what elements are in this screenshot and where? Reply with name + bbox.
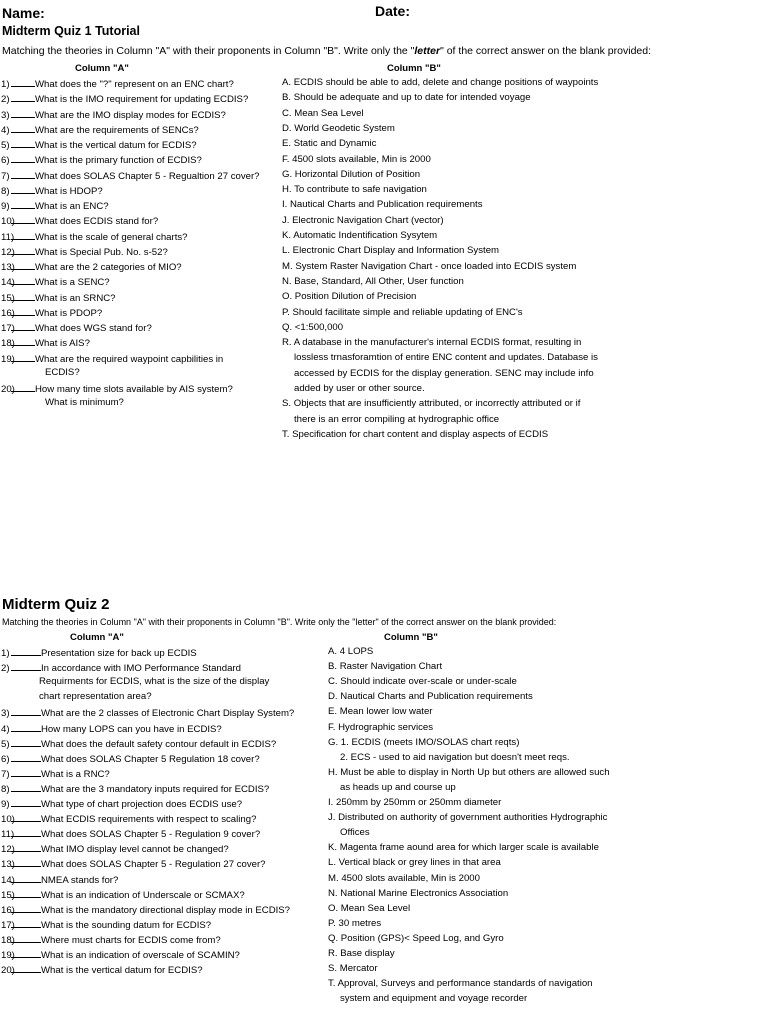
question-number: 15) (1, 889, 15, 901)
answer-blank[interactable] (11, 933, 41, 943)
answer-blank[interactable] (11, 230, 35, 240)
answer-choice: lossless trnasforamtion of entire ENC content and updates. Database is (294, 352, 598, 364)
answer-blank[interactable] (11, 752, 41, 762)
answer-choice: I. 250mm by 250mm or 250mm diameter (328, 797, 502, 808)
question-text: What type of chart projection does ECDIS use? (41, 799, 243, 810)
question-number: 3) (1, 109, 10, 121)
question-text: What is an indication of Underscale or SCMAX? (41, 889, 245, 901)
question-text: What is a RNC? (41, 768, 110, 780)
question-text: In accordance with IMO Performance Standard (41, 663, 241, 675)
question-text: What does SOLAS Chapter 5 - Regulation 27 cover? (41, 859, 266, 871)
question-number: 4) (1, 723, 10, 735)
question-number: 8) (1, 185, 10, 197)
question-number: 1) (1, 648, 10, 659)
question-number: 11) (1, 829, 15, 841)
answer-blank[interactable] (11, 260, 35, 270)
answer-choice: H. Must be able to display in North Up but others are allowed such (328, 766, 610, 778)
answer-blank[interactable] (11, 646, 41, 656)
answer-choice: L. Vertical black or grey lines in that area (328, 857, 501, 869)
quiz2-column-b-header: Column "B" (384, 632, 438, 643)
question-number: 18) (1, 934, 15, 946)
question-text: What are the 3 mandatory inputs required for ECDIS? (41, 783, 270, 795)
question-text: What ECDIS requirements with respect to scaling? (41, 814, 257, 826)
quiz1-title: Midterm Quiz 1 Tutorial (2, 24, 140, 38)
answer-choice: M. System Raster Navigation Chart - once loaded into ECDIS system (282, 260, 577, 272)
answer-choice: S. Objects that are insufficiently attributed, or incorrectly attributed or if (282, 398, 581, 410)
question-row (0, 108, 226, 122)
answer-choice: D. World Geodetic System (282, 122, 395, 134)
question-text: What are the required waypoint capbilities in (35, 353, 224, 365)
question-number: 20) (1, 965, 15, 977)
question-number: 12) (1, 246, 15, 258)
question-number: 2) (1, 663, 10, 675)
answer-blank[interactable] (11, 827, 41, 837)
question-number: 10) (1, 814, 15, 826)
answer-choice: L. Electronic Chart Display and Information System (282, 245, 500, 257)
question-text: What is the vertical datum for ECDIS? (41, 965, 203, 977)
answer-blank[interactable] (11, 857, 41, 867)
question-text: What IMO display level cannot be changed? (41, 844, 229, 856)
answer-blank[interactable] (11, 336, 35, 346)
question-text: What is HDOP? (35, 185, 103, 197)
answer-blank[interactable] (11, 199, 35, 209)
answer-choice: G. Horizontal Dilution of Position (282, 168, 421, 180)
answer-choice: A. 4 LOPS (328, 646, 374, 657)
answer-blank[interactable] (11, 797, 41, 807)
answer-choice: system and equipment and voyage recorder (340, 993, 528, 1005)
question-row (0, 291, 116, 305)
question-row (0, 676, 269, 688)
answer-choice: C. Should indicate over-scale or under-scale (328, 676, 517, 688)
question-text: What does SOLAS Chapter 5 - Regulation 9 cover? (41, 829, 261, 841)
answer-choice: R. Base display (328, 948, 395, 959)
question-text: What does the default safety contour default in ECDIS? (41, 738, 277, 750)
quiz2-title: Midterm Quiz 2 (2, 596, 110, 613)
question-row (0, 260, 182, 274)
quiz1-instructions: Matching the theories in Column "A" with their proponents in Column "B". Write only the "letter" of the correct answer on the blank provided: (2, 45, 652, 57)
answer-choice: K. Magenta frame aound area for which larger scale is available (328, 842, 599, 854)
question-row (0, 397, 124, 409)
answer-blank[interactable] (11, 153, 35, 163)
answer-choice: B. Raster Navigation Chart (328, 661, 443, 673)
answer-choice: J. Distributed on authority of government authorities Hydrographic (328, 812, 608, 824)
question-number: 11) (1, 231, 15, 243)
question-text: What does WGS stand for? (35, 323, 152, 334)
question-row (0, 336, 90, 350)
question-text: What are the requirements of SENCs? (35, 124, 199, 136)
question-number: 19) (1, 950, 15, 961)
question-number: 16) (1, 307, 15, 319)
question-row (0, 214, 158, 228)
answer-choice: there is an error compiling at hydrographic office (294, 413, 500, 425)
answer-blank[interactable] (11, 184, 35, 194)
question-text: What is a SENC? (35, 277, 110, 289)
question-row (0, 722, 222, 736)
question-number: 15) (1, 292, 15, 304)
answer-choice: D. Nautical Charts and Publication requirements (328, 691, 533, 703)
answer-choice: added by user or other source. (294, 383, 425, 394)
question-number: 6) (1, 753, 10, 765)
question-number: 13) (1, 859, 15, 871)
question-row (0, 275, 110, 289)
question-row (0, 933, 221, 947)
question-row (0, 306, 102, 320)
answer-blank[interactable] (11, 123, 35, 133)
question-row (0, 857, 266, 871)
question-row (0, 123, 199, 137)
answer-choice: M. 4500 slots available, Min is 2000 (328, 872, 480, 884)
question-number: 6) (1, 155, 10, 167)
question-text: chart representation area? (39, 691, 152, 703)
answer-choice: 2. ECS - used to aid navigation but doesn't meet reqs. (340, 751, 570, 763)
question-row (0, 77, 234, 91)
answer-blank[interactable] (11, 352, 35, 362)
answer-choice: N. National Marine Electronics Association (328, 887, 509, 899)
question-row (0, 918, 211, 932)
question-number: 18) (1, 338, 15, 350)
question-text: What is PDOP? (35, 307, 103, 319)
answer-blank[interactable] (11, 214, 35, 224)
question-number: 9) (1, 201, 10, 212)
question-text: ECDIS? (45, 366, 80, 378)
answer-blank[interactable] (11, 888, 41, 898)
question-row (0, 169, 260, 183)
date-label: Date: (375, 3, 411, 19)
question-number: 8) (1, 783, 10, 795)
answer-choice: C. Mean Sea Level (282, 107, 364, 119)
answer-blank[interactable] (11, 706, 41, 716)
answer-choice: K. Automatic Indentification Sysytem (282, 230, 438, 241)
answer-choice: Offices (340, 827, 370, 839)
question-row (0, 767, 110, 781)
answer-blank[interactable] (11, 903, 41, 913)
question-row (0, 691, 152, 703)
question-row (0, 138, 197, 152)
question-row (0, 873, 118, 887)
question-row (0, 903, 290, 917)
answer-blank[interactable] (11, 812, 41, 822)
question-text: Presentation size for back up ECDIS (41, 648, 197, 659)
question-number: 5) (1, 738, 10, 750)
answer-choice: E. Mean lower low water (328, 706, 433, 718)
question-text: What does SOLAS Chapter 5 Regulation 18 cover? (41, 753, 260, 765)
question-row (0, 706, 294, 720)
question-number: 16) (1, 904, 15, 916)
question-number: 3) (1, 708, 10, 720)
quiz1-column-b-header: Column "B" (387, 63, 441, 74)
answer-choice: F. 4500 slots available, Min is 2000 (282, 153, 431, 165)
answer-blank[interactable] (11, 963, 41, 973)
question-text: Requirments for ECDIS, what is the size of the display (39, 676, 270, 688)
quiz2-instructions: Matching the theories in Column "A" with their proponents in Column "B". Write only the "letter" of the correct answer on the blank provided: (2, 617, 557, 627)
question-row (0, 797, 242, 811)
question-row (0, 888, 245, 902)
answer-blank[interactable] (11, 948, 41, 958)
question-number: 19) (1, 353, 15, 365)
question-text: What is the mandatory directional display mode in ECDIS? (41, 904, 291, 916)
question-text: What are the IMO display modes for ECDIS? (35, 109, 226, 121)
answer-blank[interactable] (11, 92, 35, 102)
answer-choice: N. Base, Standard, All Other, User function (282, 275, 464, 287)
question-row (0, 827, 260, 841)
question-row (0, 199, 109, 213)
answer-choice: G. 1. ECDIS (meets IMO/SOLAS chart reqts) (328, 736, 520, 748)
answer-choice: Q. Position (GPS)< Speed Log, and Gyro (328, 932, 504, 944)
question-row (0, 782, 269, 796)
question-text: What is minimum? (45, 397, 124, 409)
question-row (0, 948, 240, 962)
answer-choice: P. 30 metres (328, 917, 382, 929)
answer-choice: as heads up and course up (340, 781, 456, 793)
question-text: What is AIS? (35, 338, 90, 350)
question-row (0, 963, 203, 977)
question-text: What does the "?" represent on an ENC chart? (35, 79, 234, 90)
answer-blank[interactable] (11, 169, 35, 179)
answer-blank[interactable] (11, 767, 41, 777)
question-number: 17) (1, 323, 15, 334)
answer-blank[interactable] (11, 382, 35, 392)
answer-blank[interactable] (11, 77, 35, 87)
question-text: NMEA stands for? (41, 874, 119, 886)
question-row (0, 230, 188, 244)
question-text: What is the sounding datum for ECDIS? (41, 919, 212, 931)
question-number: 2) (1, 94, 10, 106)
answer-choice: B. Should be adequate and up to date for intended voyage (282, 92, 531, 104)
question-row (0, 842, 229, 856)
answer-choice: O. Position Dilution of Precision (282, 291, 417, 303)
answer-choice: S. Mercator (328, 963, 378, 975)
question-text: What is the primary function of ECDIS? (35, 155, 202, 167)
answer-blank[interactable] (11, 108, 35, 118)
question-text: What are the 2 classes of Electronic Chart Display System? (41, 708, 295, 720)
answer-blank[interactable] (11, 722, 41, 732)
question-number: 4) (1, 124, 10, 136)
question-row (0, 352, 223, 366)
answer-blank[interactable] (11, 245, 35, 255)
answer-choice: O. Mean Sea Level (328, 902, 411, 914)
question-text: What is an SRNC? (35, 292, 116, 304)
quiz1-column-a-header: Column "A" (75, 63, 129, 74)
question-row (0, 367, 80, 379)
question-number: 10) (1, 216, 15, 228)
question-row (0, 812, 256, 826)
question-text: What is an indication of overscale of SCAMIN? (41, 950, 240, 961)
question-text: What is Special Pub. No. s-52? (35, 246, 168, 258)
answer-blank[interactable] (11, 138, 35, 148)
answer-blank[interactable] (11, 661, 41, 671)
answer-choice: J. Electronic Navigation Chart (vector) (282, 214, 444, 226)
question-text: What is the vertical datum for ECDIS? (35, 140, 197, 151)
answer-choice: P. Should facilitate simple and reliable updating of ENC's (282, 306, 523, 318)
question-text: What is the scale of general charts? (35, 231, 188, 243)
question-text: What does SOLAS Chapter 5 - Regualtion 27 cover? (35, 170, 260, 182)
question-text: How many time slots available by AIS system? (35, 384, 233, 395)
question-row (0, 321, 152, 335)
question-number: 12) (1, 844, 15, 856)
answer-blank[interactable] (11, 918, 41, 928)
question-number: 7) (1, 170, 10, 182)
answer-choice: E. Static and Dynamic (282, 138, 377, 150)
question-row (0, 661, 241, 675)
answer-choice: T. Specification for chart content and display aspects of ECDIS (282, 428, 549, 440)
question-row (0, 646, 197, 660)
question-row (0, 184, 103, 198)
question-row (0, 245, 168, 259)
name-label: Name: (2, 5, 45, 21)
answer-choice: A. ECDIS should be able to add, delete and change positions of waypoints (282, 77, 599, 88)
answer-choice: I. Nautical Charts and Publication requirements (282, 199, 483, 211)
question-text: How many LOPS can you have in ECDIS? (41, 723, 222, 735)
question-text: What is an ENC? (35, 201, 109, 212)
question-row (0, 153, 202, 167)
question-row (0, 752, 260, 766)
answer-blank[interactable] (11, 737, 41, 747)
answer-blank[interactable] (11, 306, 35, 316)
question-row (0, 92, 248, 106)
quiz2-column-a-header: Column "A" (70, 632, 124, 643)
answer-choice: R. A database in the manufacturer's internal ECDIS format, resulting in (282, 337, 582, 349)
question-number: 14) (1, 277, 15, 289)
question-number: 7) (1, 768, 10, 780)
answer-blank[interactable] (11, 321, 35, 331)
answer-blank[interactable] (11, 873, 41, 883)
question-row (0, 737, 276, 751)
answer-blank[interactable] (11, 275, 35, 285)
question-text: What does ECDIS stand for? (35, 216, 159, 228)
question-number: 14) (1, 874, 15, 886)
question-number: 9) (1, 799, 10, 810)
question-number: 17) (1, 919, 15, 931)
answer-choice: accessed by ECDIS for the display generation. SENC may include info (294, 367, 594, 379)
question-row (0, 382, 233, 396)
question-text: What is the IMO requirement for updating ECDIS? (35, 94, 249, 106)
answer-blank[interactable] (11, 291, 35, 301)
question-text: Where must charts for ECDIS come from? (41, 934, 221, 946)
answer-choice: Q. <1:500,000 (282, 321, 344, 333)
answer-blank[interactable] (11, 782, 41, 792)
question-text: What are the 2 categories of MIO? (35, 262, 182, 273)
answer-choice: T. Approval, Surveys and performance standards of navigation (328, 978, 593, 990)
question-number: 20) (1, 384, 15, 395)
question-number: 1) (1, 79, 10, 90)
question-number: 5) (1, 140, 10, 151)
answer-blank[interactable] (11, 842, 41, 852)
answer-choice: H. To contribute to safe navigation (282, 184, 427, 196)
question-number: 13) (1, 262, 15, 273)
answer-choice: F. Hydrographic services (328, 721, 434, 733)
